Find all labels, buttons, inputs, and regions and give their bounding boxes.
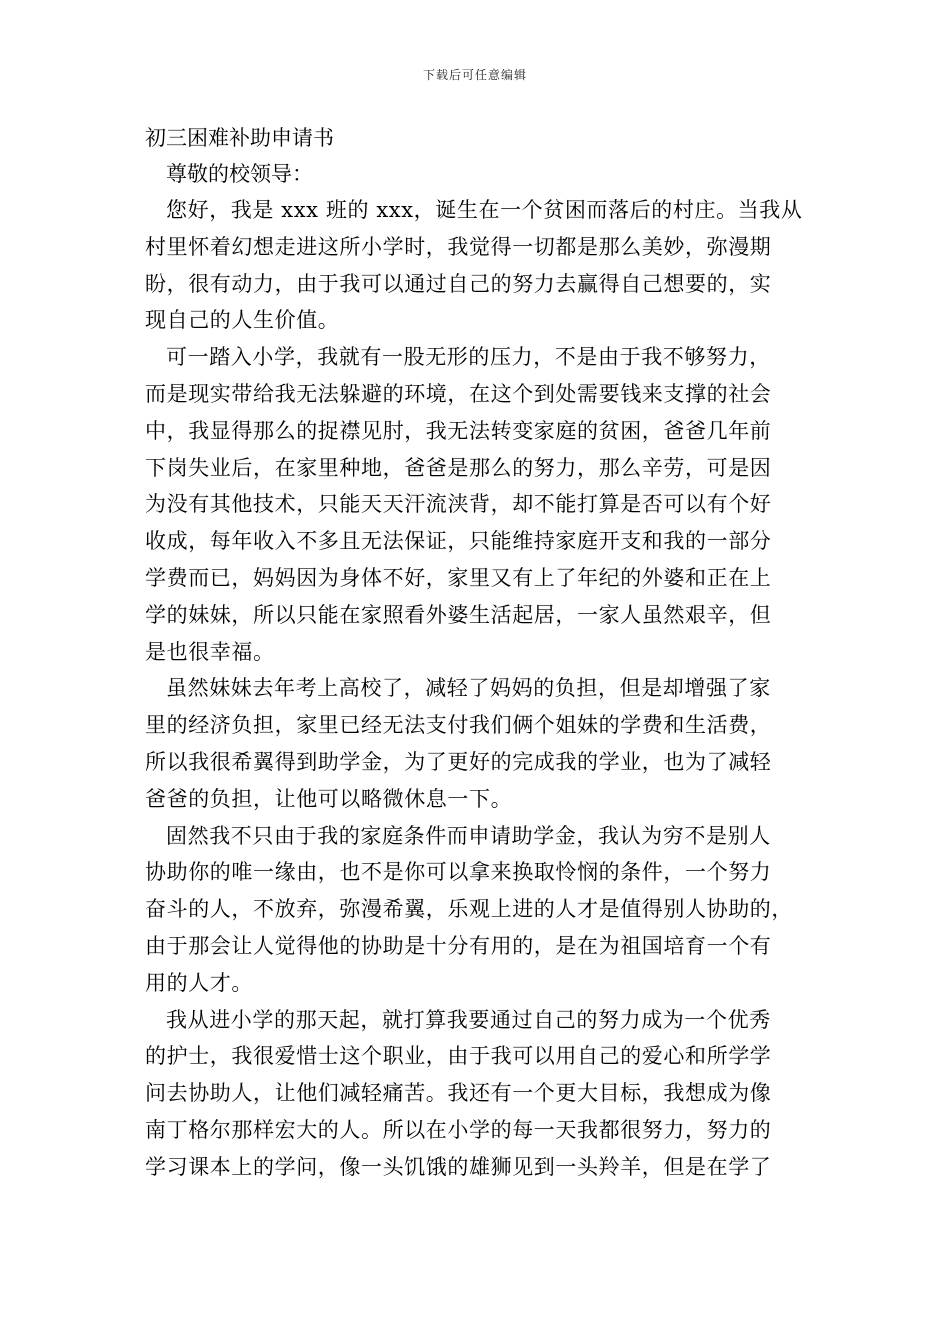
paragraph-line: 问去协助人，让他们减轻痛苦。我还有一个更大目标，我想成为像	[145, 1081, 772, 1106]
paragraph	[145, 339, 810, 670]
paragraph-line: 村里怀着幻想走进这所小学时，我觉得一切都是那么美妙，弥漫期	[145, 234, 772, 259]
paragraph-line: 我从进小学的那天起，就打算我要通过自己的努力成为一个优秀	[166, 1007, 771, 1032]
paragraph-line: 固然我不只由于我的家庭条件而申请助学金，我认为穷不是别人	[166, 823, 771, 848]
paragraph-line: 的护士，我很爱惜士这个职业，由于我可以用自己的爱心和所学学	[145, 1044, 772, 1069]
paragraph-line: 用的人才。	[145, 970, 253, 995]
paragraph	[145, 192, 810, 339]
letter-title: 初三困难补助申请书	[145, 126, 334, 150]
paragraph-line: 奋斗的人，不放弃，弥漫希翼，乐观上进的人才是值得别人协助的，	[145, 897, 793, 922]
paragraph-line: 学习课本上的学问，像一头饥饿的雄狮见到一头羚羊，但是在学了	[145, 1154, 772, 1179]
paragraph	[145, 670, 810, 817]
paragraph-line: 而是现实带给我无法躲避的环境，在这个到处需要钱来支撑的社会	[145, 381, 772, 406]
paragraph-line: 学的妹妹，所以只能在家照看外婆生活起居，一家人虽然艰辛，但	[145, 602, 772, 627]
paragraph-line: 爸爸的负担，让他可以略微休息一下。	[145, 786, 513, 811]
paragraph-line: 中，我显得那么的捉襟见肘，我无法转变家庭的贫困，爸爸几年前	[145, 418, 772, 443]
paragraph-line: 为没有其他技术，只能天天汗流浃背，却不能打算是否可以有个好	[145, 492, 772, 517]
paragraph	[145, 1002, 810, 1186]
paragraph-line: 您好，我是 xxx 班的 xxx，诞生在一个贫困而落后的村庄。当我从	[166, 198, 803, 222]
paragraph-list	[145, 192, 810, 1186]
paragraph-line: 由于那会让人觉得他的协助是十分有用的，是在为祖国培育一个有	[145, 933, 772, 958]
paragraph-line: 虽然妹妹去年考上高校了，减轻了妈妈的负担，但是却增强了家	[166, 676, 771, 701]
paragraph-line: 可一踏入小学，我就有一股无形的压力，不是由于我不够努力，	[166, 345, 771, 370]
paragraph	[145, 818, 810, 1002]
paragraph-line: 协助你的唯一缘由，也不是你可以拿来换取怜悯的条件，一个努力	[145, 860, 772, 885]
paragraph-line: 盼，很有动力，由于我可以通过自己的努力去赢得自己想要的，实	[145, 271, 772, 296]
paragraph-line: 南丁格尔那样宏大的人。所以在小学的每一天我都很努力，努力的	[145, 1117, 772, 1142]
paragraph-line: 是也很幸福。	[145, 639, 275, 664]
letter-body	[145, 120, 810, 1186]
paragraph-line: 收成，每年收入不多且无法保证，只能维持家庭开支和我的一部分	[145, 529, 772, 554]
header-note: 下载后可任意编辑	[422, 68, 527, 82]
paragraph-line: 学费而已，妈妈因为身体不好，家里又有上了年纪的外婆和正在上	[145, 565, 772, 590]
letter-greeting: 尊敬的校领导：	[166, 162, 313, 186]
paragraph-line: 下岗失业后，在家里种地，爸爸是那么的努力，那么辛劳，可是因	[145, 455, 772, 480]
paragraph-line: 里的经济负担，家里已经无法支付我们俩个姐妹的学费和生活费，	[145, 713, 772, 738]
paragraph-line: 现自己的人生价值。	[145, 308, 340, 333]
paragraph-line: 所以我很希翼得到助学金，为了更好的完成我的学业，也为了减轻	[145, 749, 772, 774]
